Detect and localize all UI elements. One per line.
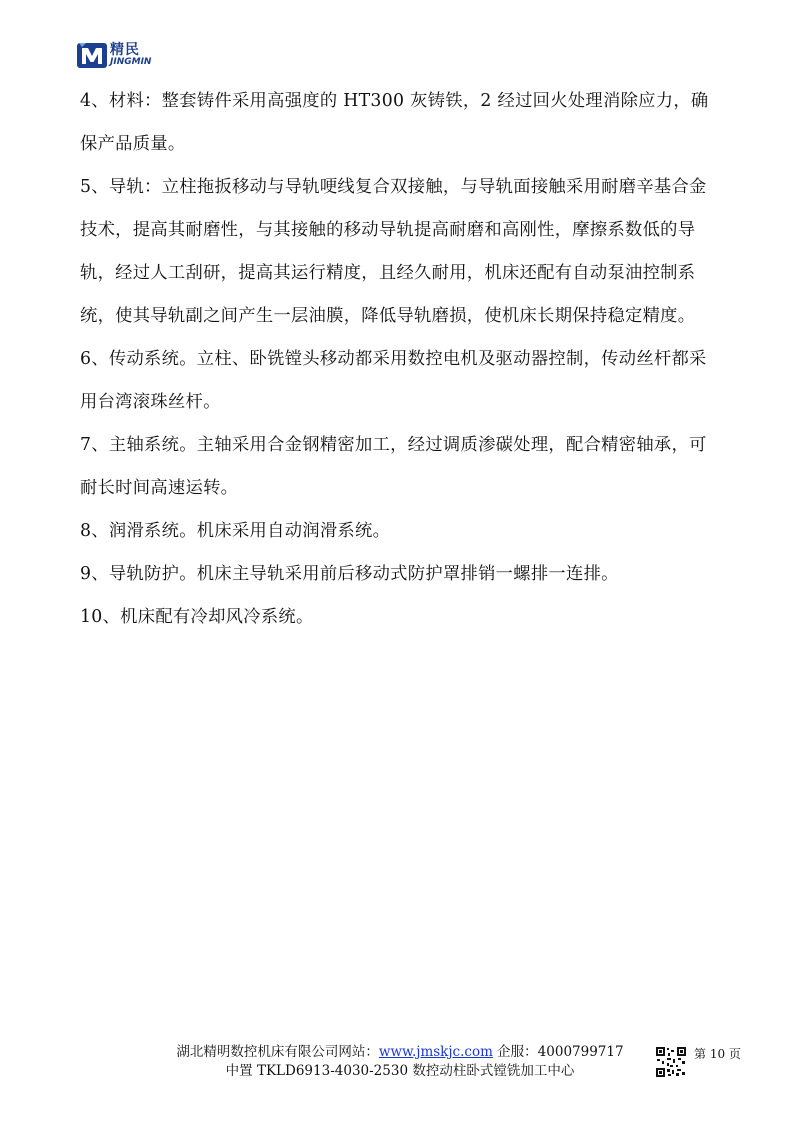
paragraph-cooling: 10、机床配有冷却风冷系统。 [80,607,314,627]
footer-company-line [160,1043,640,1062]
website-link[interactable]: www.jmskjc.com [378,1044,493,1060]
document-body [80,80,720,639]
paragraph-guideway: 5、导轨：立柱拖扳移动与导轨哽线复合双接触，与导轨面接触采用耐磨辛基合金技术，提高其耐磨性，与其接触的移动导轨提高耐磨和高刚性，摩擦系数低的导轨，经过人工刮研，提高其运行精度，且经久耐用，机床还配有自动泵油控制系统，使其导轨副之间产生一层油膜，降低导轨磨损，使机床长期保持稳定精度。 [80,177,707,326]
paragraph-spindle: 7、主轴系统。主轴采用合金钢精密加工，经过调质渗碳处理，配合精密轴承，可耐长时间高速运转。 [80,435,707,498]
qr-code-icon [656,1047,686,1077]
jingmin-logo-icon [76,40,108,70]
paragraph-lubrication: 8、润滑系统。机床采用自动润滑系统。 [80,521,391,541]
footer-company-prefix: 湖北精明数控机床有限公司网站： [176,1044,379,1060]
logo-chinese-name: 精民 [110,42,140,58]
company-logo [76,40,151,70]
page-footer [0,1043,800,1093]
footer-service-phone: 企服：4000799717 [492,1044,624,1060]
paragraph-transmission: 6、传动系统。立柱、卧铣镗头移动都采用数控电机及驱动器控制，传动丝杆都采用台湾滚珠丝杆。 [80,349,707,412]
logo-english-name: JINGMIN [110,57,152,67]
footer-model-line: 中置 TKLD6913-4030-2530 数控动柱卧式镗铣加工中心 [225,1063,575,1079]
paragraph-materials: 4、材料：整套铸件采用高强度的 HT300 灰铸铁，2 经过回火处理消除应力，确保产品质量。 [80,91,709,154]
paragraph-guideway-protection: 9、导轨防护。机床主导轨采用前后移动式防护罩排销一螺排一连排。 [80,564,619,584]
footer-text [160,1043,640,1081]
page-number: 第 10 页 [694,1047,741,1061]
